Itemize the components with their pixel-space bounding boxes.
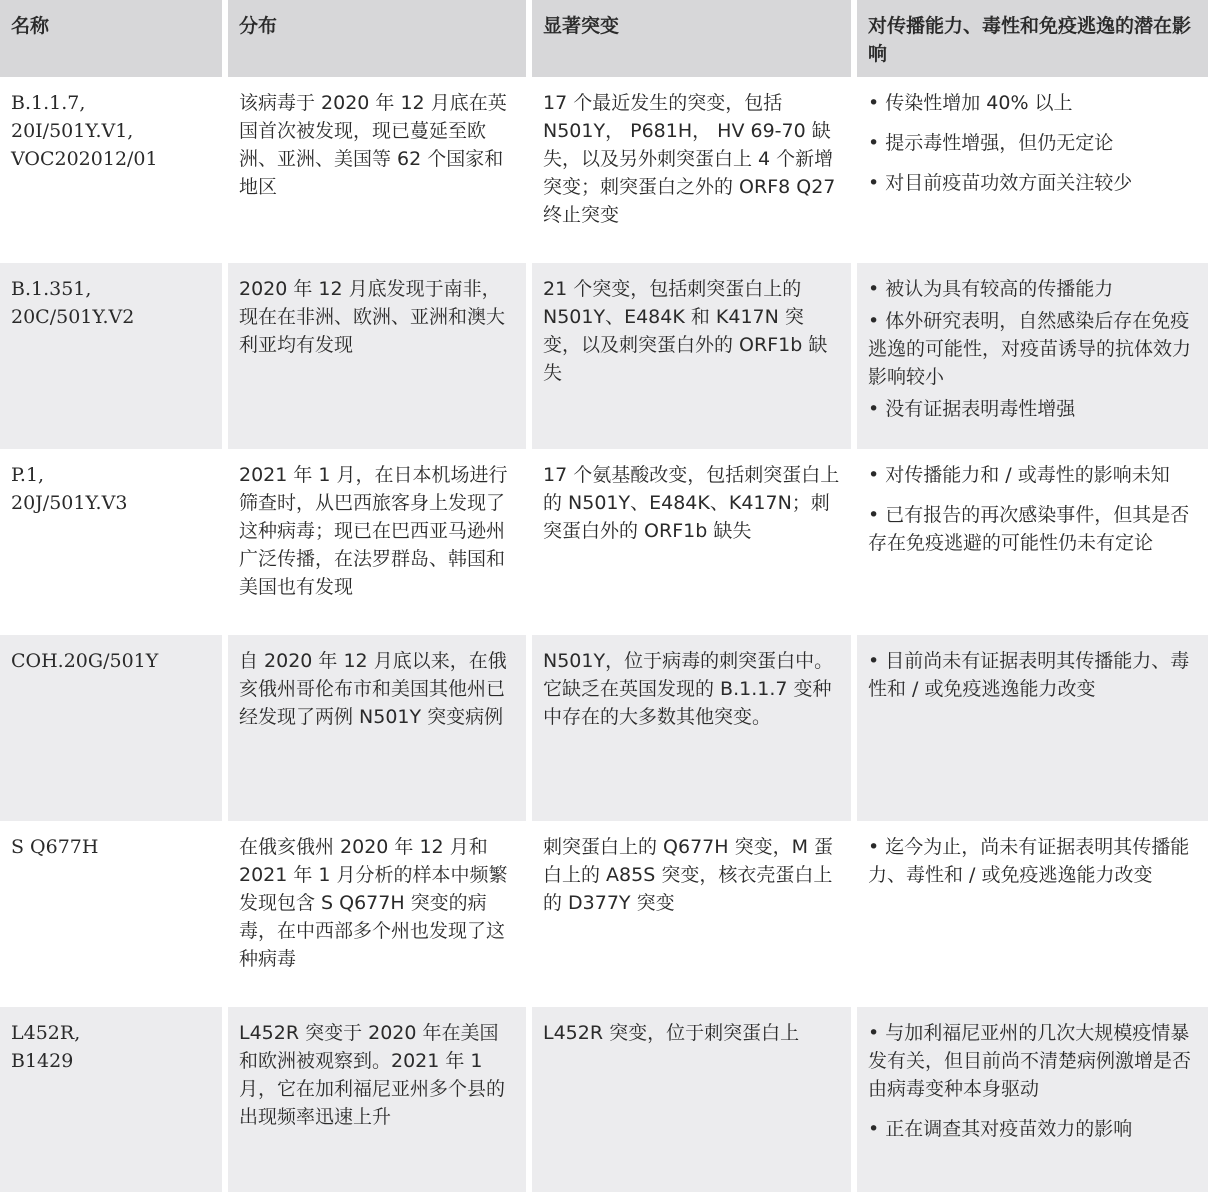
impact-list	[868, 833, 1198, 889]
cell-impact	[857, 77, 1208, 263]
impact-list	[868, 275, 1198, 423]
cell-distribution: 在俄亥俄州 2020 年 12 月和 2021 年 1 月分析的样本中频繁发现包含 S Q677H 突变的病毒，在中西部多个州也发现了这种病毒	[228, 821, 526, 1007]
name-line: L452R,	[11, 1022, 81, 1044]
cell-name	[0, 263, 222, 449]
impact-list	[868, 89, 1198, 197]
cell-mutations: 刺突蛋白上的 Q677H 突变，M 蛋白上的 A85S 突变，核衣壳蛋白上的 D377Y 突变	[532, 821, 851, 1007]
impact-item: • 对目前疫苗功效方面关注较少	[868, 169, 1198, 197]
name-line: VOC202012/01	[11, 148, 158, 170]
impact-item: • 被认为具有较高的传播能力	[868, 275, 1198, 303]
impact-item: • 目前尚未有证据表明其传播能力、毒性和 / 或免疫逃逸能力改变	[868, 647, 1198, 703]
cell-impact	[857, 1007, 1208, 1192]
cell-name	[0, 449, 222, 635]
header-distribution: 分布	[228, 0, 526, 77]
name-line: S Q677H	[11, 836, 99, 858]
impact-item: • 提示毒性增强，但仍无定论	[868, 129, 1198, 157]
name-line: B1429	[11, 1050, 74, 1072]
cell-distribution: 2021 年 1 月，在日本机场进行筛查时，从巴西旅客身上发现了这种病毒；现已在巴西亚马逊州广泛传播，在法罗群岛、韩国和美国也有发现	[228, 449, 526, 635]
cell-impact	[857, 821, 1208, 1007]
impact-item: • 与加利福尼亚州的几次大规模疫情暴发有关，但目前尚不清楚病例激增是否由病毒变种本身驱动	[868, 1019, 1198, 1103]
cell-mutations: L452R 突变，位于刺突蛋白上	[532, 1007, 851, 1192]
impact-list	[868, 461, 1198, 557]
impact-item: • 体外研究表明，自然感染后存在免疫逃逸的可能性，对疫苗诱导的抗体效力影响较小	[868, 307, 1198, 391]
name-line: P.1,	[11, 464, 45, 486]
impact-item: • 正在调查其对疫苗效力的影响	[868, 1115, 1198, 1143]
header-impact: 对传播能力、毒性和免疫逃逸的潜在影响	[857, 0, 1208, 77]
impact-item: • 迄今为止，尚未有证据表明其传播能力、毒性和 / 或免疫逃逸能力改变	[868, 833, 1198, 889]
impact-item: • 已有报告的再次感染事件，但其是否存在免疫逃避的可能性仍未有定论	[868, 501, 1198, 557]
name-line: B.1.351,	[11, 278, 92, 300]
impact-list	[868, 1019, 1198, 1143]
header-name: 名称	[0, 0, 222, 77]
cell-distribution: L452R 突变于 2020 年在美国和欧洲被观察到。2021 年 1 月，它在加利福尼亚州多个县的出现频率迅速上升	[228, 1007, 526, 1192]
cell-name	[0, 635, 222, 821]
cell-mutations: 17 个最近发生的突变，包括 N501Y， P681H， HV 69-70 缺失，以及另外刺突蛋白上 4 个新增突变；刺突蛋白之外的 ORF8 Q27 终止突变	[532, 77, 851, 263]
name-line: COH.20G/501Y	[11, 650, 159, 672]
cell-name	[0, 1007, 222, 1192]
cell-mutations: 21 个突变，包括刺突蛋白上的 N501Y、E484K 和 K417N 突变，以及刺突蛋白外的 ORF1b 缺失	[532, 263, 851, 449]
cell-impact	[857, 263, 1208, 449]
impact-item: • 没有证据表明毒性增强	[868, 395, 1198, 423]
impact-item: • 传染性增加 40% 以上	[868, 89, 1198, 117]
cell-distribution: 2020 年 12 月底发现于南非，现在在非洲、欧洲、亚洲和澳大利亚均有发现	[228, 263, 526, 449]
cell-distribution: 自 2020 年 12 月底以来，在俄亥俄州哥伦布市和美国其他州已经发现了两例 N501Y 突变病例	[228, 635, 526, 821]
name-line: 20J/501Y.V3	[11, 492, 128, 514]
name-line: 20C/501Y.V2	[11, 306, 135, 328]
cell-name	[0, 77, 222, 263]
impact-list	[868, 647, 1198, 703]
impact-item: • 对传播能力和 / 或毒性的影响未知	[868, 461, 1198, 489]
cell-impact	[857, 635, 1208, 821]
header-mutations: 显著突变	[532, 0, 851, 77]
cell-impact	[857, 449, 1208, 635]
cell-name	[0, 821, 222, 1007]
cell-distribution: 该病毒于 2020 年 12 月底在英国首次被发现，现已蔓延至欧洲、亚洲、美国等 62 个国家和地区	[228, 77, 526, 263]
name-line: 20I/501Y.V1,	[11, 120, 134, 142]
name-line: B.1.1.7,	[11, 92, 86, 114]
cell-mutations: 17 个氨基酸改变，包括刺突蛋白上的 N501Y、E484K、K417N；刺突蛋白外的 ORF1b 缺失	[532, 449, 851, 635]
cell-mutations: N501Y，位于病毒的刺突蛋白中。它缺乏在英国发现的 B.1.1.7 变种中存在的大多数其他突变。	[532, 635, 851, 821]
